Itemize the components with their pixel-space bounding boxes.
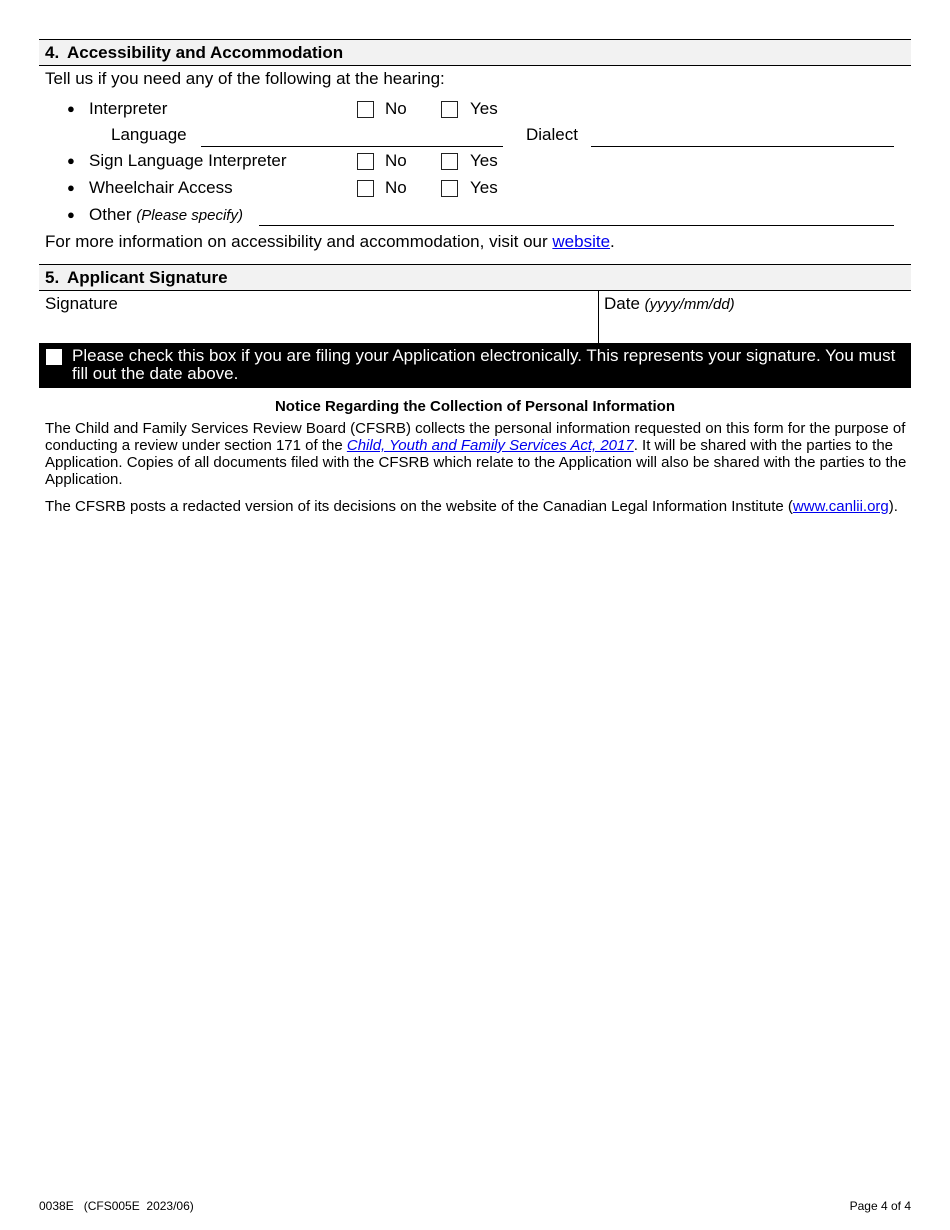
signature-field[interactable] (39, 291, 598, 343)
wheelchair-yes-label: Yes (470, 178, 498, 197)
other-label-text: Other (89, 205, 132, 224)
wheelchair-no-label: No (385, 178, 407, 197)
section-5-header (39, 264, 911, 291)
interpreter-yes-checkbox[interactable] (441, 101, 458, 118)
notice-paragraph-2 (45, 498, 911, 515)
electronic-filing-bar (39, 343, 911, 388)
sign-language-yes-label: Yes (470, 151, 498, 170)
section-4-title: Accessibility and Accommodation (67, 43, 344, 62)
wheelchair-label: Wheelchair Access (89, 178, 233, 197)
bullet-icon: ● (67, 101, 75, 116)
act-link[interactable]: Child, Youth and Family Services Act, 2017 (346, 437, 634, 454)
bullet-icon: ● (67, 207, 75, 222)
website-link[interactable]: website (552, 232, 611, 251)
notice-heading: Notice Regarding the Collection of Personal Information (274, 398, 676, 415)
section-4-number: 4. (45, 43, 60, 62)
dialect-label: Dialect (526, 125, 578, 144)
sign-language-yes-checkbox[interactable] (441, 153, 458, 170)
section-5-number: 5. (45, 268, 60, 287)
language-field[interactable] (201, 146, 503, 147)
notice-p2-part-b: ). (888, 498, 898, 515)
interpreter-no-label: No (385, 99, 407, 118)
dialect-field[interactable] (591, 146, 894, 147)
section-5-title: Applicant Signature (67, 268, 228, 287)
page-number: Page 4 of 4 (849, 1199, 911, 1213)
section-4-header (39, 39, 911, 66)
section-4-intro: Tell us if you need any of the following at the hearing: (45, 69, 445, 88)
notice-p1-part-b: . It will be shared with the parties to the Application. Copies of all documents filed with the CFSRB which relate to the Application will also be shared with the parties to the Application. (45, 437, 907, 488)
more-info-prefix: For more information on accessibility and accommodation, visit our (45, 232, 553, 251)
language-label: Language (111, 125, 187, 144)
interpreter-label: Interpreter (89, 99, 168, 118)
signature-label: Signature (45, 294, 118, 313)
form-code: 0038E (CFS005E 2023/06) (39, 1199, 194, 1213)
wheelchair-yes-checkbox[interactable] (441, 180, 458, 197)
sign-language-no-checkbox[interactable] (357, 153, 374, 170)
other-field[interactable] (259, 225, 894, 226)
more-info-text (45, 232, 615, 252)
interpreter-yes-label: Yes (470, 99, 498, 118)
date-label (604, 294, 735, 315)
wheelchair-no-checkbox[interactable] (357, 180, 374, 197)
notice-p1-part-a: The Child and Family Services Review Board (CFSRB) collects the personal information requested on this form for the purpose of conducting a review under section 171 of the (45, 420, 906, 454)
notice-p2-part-a: The CFSRB posts a redacted version of its decisions on the website of the Canadian Legal Information Institute ( (45, 498, 793, 515)
notice-paragraph-1 (45, 420, 911, 488)
sign-language-no-label: No (385, 151, 407, 170)
electronic-filing-checkbox[interactable] (46, 349, 62, 365)
electronic-filing-notice: Please check this box if you are filing your Application electronically. This represents your signature. You must fill out the date above. (72, 346, 896, 383)
interpreter-no-checkbox[interactable] (357, 101, 374, 118)
canlii-link[interactable]: www.canlii.org (792, 498, 889, 515)
date-label-text: Date (604, 294, 640, 313)
bullet-icon: ● (67, 180, 75, 195)
bullet-icon: ● (67, 153, 75, 168)
more-info-suffix: . (610, 232, 615, 251)
date-field[interactable] (599, 291, 911, 343)
other-hint: (Please specify) (136, 207, 243, 224)
sign-language-label: Sign Language Interpreter (89, 151, 287, 170)
date-hint: (yyyy/mm/dd) (644, 296, 735, 313)
other-label (89, 205, 243, 226)
